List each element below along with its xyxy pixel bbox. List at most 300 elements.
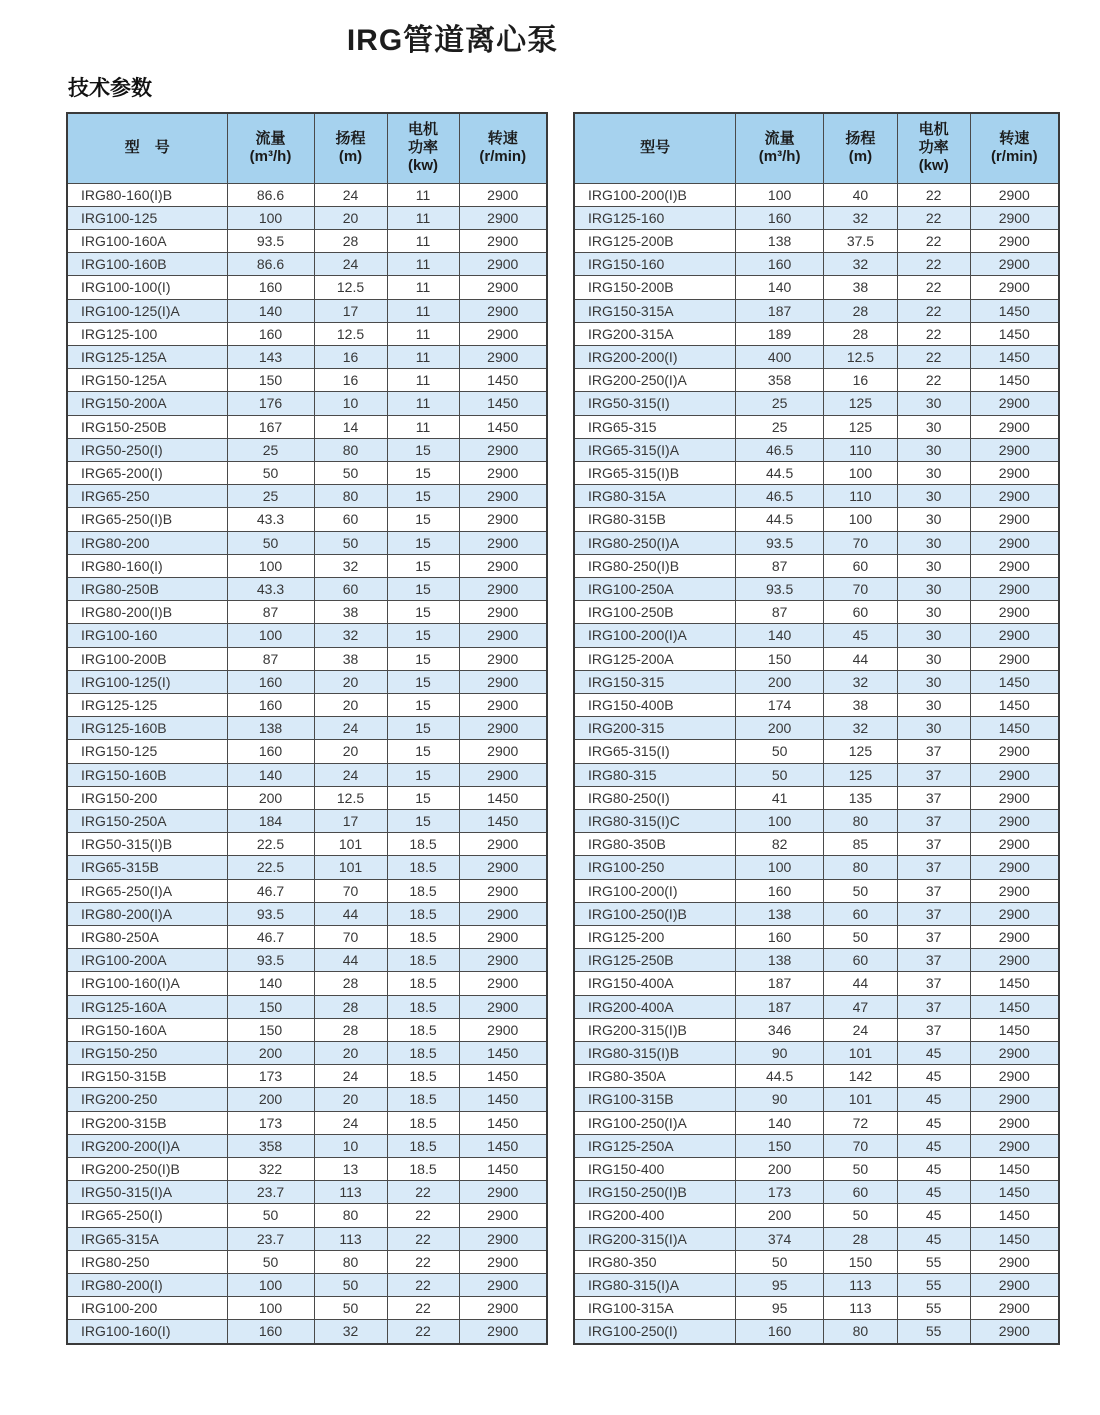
table-row xyxy=(67,1088,547,1111)
model-cell: IRG125-200 xyxy=(574,926,736,949)
flow-cell: 87 xyxy=(227,647,314,670)
head-cell: 50 xyxy=(824,926,898,949)
right-table-body xyxy=(574,183,1059,1344)
table-row xyxy=(67,276,547,299)
model-cell: IRG125-160A xyxy=(67,995,227,1018)
table-row xyxy=(67,717,547,740)
model-cell: IRG150-200A xyxy=(67,392,227,415)
speed-cell: 1450 xyxy=(459,392,547,415)
power-cell: 22 xyxy=(387,1274,459,1297)
model-cell: IRG65-250(I)B xyxy=(67,508,227,531)
flow-cell: 90 xyxy=(736,1042,824,1065)
speed-cell: 2900 xyxy=(970,206,1059,229)
table-row xyxy=(67,508,547,531)
model-cell: IRG80-250 xyxy=(67,1250,227,1273)
speed-cell: 2900 xyxy=(459,995,547,1018)
speed-cell: 2900 xyxy=(970,949,1059,972)
model-cell: IRG80-315(I)A xyxy=(574,1274,736,1297)
speed-cell: 2900 xyxy=(970,461,1059,484)
model-cell: IRG80-200(I)A xyxy=(67,902,227,925)
table-row xyxy=(67,693,547,716)
table-row xyxy=(574,554,1059,577)
power-cell: 15 xyxy=(387,601,459,624)
head-cell: 24 xyxy=(824,1018,898,1041)
head-cell: 17 xyxy=(314,299,387,322)
speed-cell: 2900 xyxy=(970,1297,1059,1320)
flow-cell: 140 xyxy=(227,972,314,995)
head-cell: 32 xyxy=(824,253,898,276)
flow-cell: 173 xyxy=(227,1065,314,1088)
flow-cell: 50 xyxy=(736,740,824,763)
speed-cell: 2900 xyxy=(970,763,1059,786)
table-row xyxy=(67,1227,547,1250)
head-cell: 10 xyxy=(314,1134,387,1157)
table-row xyxy=(574,1250,1059,1273)
speed-cell: 1450 xyxy=(970,670,1059,693)
speed-cell: 2900 xyxy=(459,902,547,925)
head-cell: 16 xyxy=(314,345,387,368)
power-cell: 15 xyxy=(387,485,459,508)
model-cell: IRG150-400 xyxy=(574,1158,736,1181)
flow-cell: 100 xyxy=(227,1297,314,1320)
power-cell: 37 xyxy=(897,809,970,832)
flow-cell: 400 xyxy=(736,345,824,368)
table-row xyxy=(574,1065,1059,1088)
speed-cell: 2900 xyxy=(970,183,1059,206)
head-cell: 70 xyxy=(824,531,898,554)
speed-cell: 2900 xyxy=(459,229,547,252)
table-row xyxy=(574,206,1059,229)
head-cell: 110 xyxy=(824,438,898,461)
column-header-speed: 转速 (r/min) xyxy=(970,113,1059,183)
head-cell: 32 xyxy=(314,554,387,577)
table-row xyxy=(574,229,1059,252)
power-cell: 11 xyxy=(387,299,459,322)
head-cell: 70 xyxy=(824,577,898,600)
head-cell: 60 xyxy=(824,601,898,624)
model-cell: IRG100-160(I)A xyxy=(67,972,227,995)
speed-cell: 2900 xyxy=(459,949,547,972)
power-cell: 37 xyxy=(897,763,970,786)
flow-cell: 87 xyxy=(227,601,314,624)
speed-cell: 1450 xyxy=(970,1158,1059,1181)
flow-cell: 187 xyxy=(736,972,824,995)
table-row xyxy=(574,345,1059,368)
speed-cell: 2900 xyxy=(459,554,547,577)
column-header-head: 扬程 (m) xyxy=(314,113,387,183)
table-row xyxy=(574,926,1059,949)
speed-cell: 2900 xyxy=(459,345,547,368)
flow-cell: 173 xyxy=(736,1181,824,1204)
model-cell: IRG80-250(I) xyxy=(574,786,736,809)
power-cell: 22 xyxy=(897,253,970,276)
model-cell: IRG150-250B xyxy=(67,415,227,438)
head-cell: 28 xyxy=(314,229,387,252)
speed-cell: 2900 xyxy=(970,415,1059,438)
speed-cell: 2900 xyxy=(459,1297,547,1320)
speed-cell: 1450 xyxy=(970,1181,1059,1204)
table-row xyxy=(574,508,1059,531)
model-cell: IRG65-250 xyxy=(67,485,227,508)
model-cell: IRG65-250(I)A xyxy=(67,879,227,902)
head-cell: 50 xyxy=(824,1158,898,1181)
table-row xyxy=(67,1181,547,1204)
section-title: 技术参数 xyxy=(68,77,152,100)
speed-cell: 1450 xyxy=(459,786,547,809)
flow-cell: 187 xyxy=(736,995,824,1018)
model-cell: IRG200-200(I) xyxy=(574,345,736,368)
table-row xyxy=(574,902,1059,925)
head-cell: 47 xyxy=(824,995,898,1018)
table-row xyxy=(574,531,1059,554)
speed-cell: 2900 xyxy=(970,392,1059,415)
power-cell: 30 xyxy=(897,647,970,670)
table-row xyxy=(67,902,547,925)
power-cell: 22 xyxy=(387,1297,459,1320)
model-cell: IRG100-200A xyxy=(67,949,227,972)
model-cell: IRG150-160A xyxy=(67,1018,227,1041)
table-row xyxy=(67,554,547,577)
power-cell: 22 xyxy=(897,345,970,368)
speed-cell: 1450 xyxy=(970,972,1059,995)
power-cell: 45 xyxy=(897,1065,970,1088)
model-cell: IRG150-250 xyxy=(67,1042,227,1065)
power-cell: 30 xyxy=(897,601,970,624)
table-row xyxy=(574,369,1059,392)
table-row xyxy=(67,926,547,949)
flow-cell: 187 xyxy=(736,299,824,322)
head-cell: 44 xyxy=(314,949,387,972)
head-cell: 28 xyxy=(824,1227,898,1250)
flow-cell: 50 xyxy=(736,1250,824,1273)
flow-cell: 200 xyxy=(227,786,314,809)
speed-cell: 2900 xyxy=(459,299,547,322)
table-row xyxy=(574,786,1059,809)
model-cell: IRG80-250B xyxy=(67,577,227,600)
power-cell: 30 xyxy=(897,670,970,693)
table-row xyxy=(67,972,547,995)
flow-cell: 41 xyxy=(736,786,824,809)
table-row xyxy=(67,369,547,392)
flow-cell: 93.5 xyxy=(227,949,314,972)
head-cell: 100 xyxy=(824,508,898,531)
power-cell: 22 xyxy=(387,1227,459,1250)
speed-cell: 1450 xyxy=(459,809,547,832)
table-row xyxy=(574,624,1059,647)
model-cell: IRG125-160B xyxy=(67,717,227,740)
table-row xyxy=(574,856,1059,879)
power-cell: 30 xyxy=(897,717,970,740)
head-cell: 113 xyxy=(824,1297,898,1320)
model-cell: IRG80-315 xyxy=(574,763,736,786)
flow-cell: 200 xyxy=(736,1158,824,1181)
head-cell: 38 xyxy=(824,276,898,299)
model-cell: IRG125-200B xyxy=(574,229,736,252)
model-cell: IRG200-315(I)B xyxy=(574,1018,736,1041)
table-row xyxy=(574,809,1059,832)
speed-cell: 1450 xyxy=(970,717,1059,740)
head-cell: 37.5 xyxy=(824,229,898,252)
speed-cell: 1450 xyxy=(970,369,1059,392)
power-cell: 18.5 xyxy=(387,1042,459,1065)
head-cell: 10 xyxy=(314,392,387,415)
head-cell: 20 xyxy=(314,670,387,693)
power-cell: 11 xyxy=(387,206,459,229)
head-cell: 24 xyxy=(314,1065,387,1088)
table-row xyxy=(67,1134,547,1157)
flow-cell: 86.6 xyxy=(227,183,314,206)
flow-cell: 143 xyxy=(227,345,314,368)
flow-cell: 25 xyxy=(736,392,824,415)
flow-cell: 322 xyxy=(227,1158,314,1181)
power-cell: 30 xyxy=(897,392,970,415)
speed-cell: 2900 xyxy=(970,1111,1059,1134)
flow-cell: 100 xyxy=(227,206,314,229)
head-cell: 113 xyxy=(314,1227,387,1250)
flow-cell: 50 xyxy=(227,461,314,484)
table-row xyxy=(574,995,1059,1018)
speed-cell: 2900 xyxy=(459,833,547,856)
model-cell: IRG80-350A xyxy=(574,1065,736,1088)
power-cell: 55 xyxy=(897,1297,970,1320)
model-cell: IRG100-125(I)A xyxy=(67,299,227,322)
flow-cell: 100 xyxy=(736,809,824,832)
table-row xyxy=(67,415,547,438)
head-cell: 80 xyxy=(824,809,898,832)
power-cell: 45 xyxy=(897,1042,970,1065)
speed-cell: 1450 xyxy=(970,299,1059,322)
flow-cell: 25 xyxy=(736,415,824,438)
power-cell: 11 xyxy=(387,183,459,206)
power-cell: 11 xyxy=(387,253,459,276)
column-header-power: 电机 功率 (kw) xyxy=(387,113,459,183)
model-cell: IRG100-250(I) xyxy=(574,1320,736,1344)
model-cell: IRG100-125(I) xyxy=(67,670,227,693)
model-cell: IRG200-315B xyxy=(67,1111,227,1134)
flow-cell: 93.5 xyxy=(227,229,314,252)
model-cell: IRG100-200(I)B xyxy=(574,183,736,206)
head-cell: 125 xyxy=(824,392,898,415)
power-cell: 15 xyxy=(387,740,459,763)
flow-cell: 160 xyxy=(736,206,824,229)
flow-cell: 160 xyxy=(736,1320,824,1344)
head-cell: 60 xyxy=(314,577,387,600)
speed-cell: 2900 xyxy=(970,1250,1059,1273)
model-cell: IRG125-200A xyxy=(574,647,736,670)
speed-cell: 1450 xyxy=(459,369,547,392)
head-cell: 20 xyxy=(314,740,387,763)
table-row xyxy=(67,1320,547,1344)
table-row xyxy=(67,786,547,809)
table-row xyxy=(67,345,547,368)
power-cell: 37 xyxy=(897,740,970,763)
power-cell: 11 xyxy=(387,276,459,299)
power-cell: 18.5 xyxy=(387,1065,459,1088)
power-cell: 30 xyxy=(897,461,970,484)
flow-cell: 25 xyxy=(227,438,314,461)
head-cell: 20 xyxy=(314,1088,387,1111)
power-cell: 15 xyxy=(387,508,459,531)
table-row xyxy=(67,183,547,206)
head-cell: 28 xyxy=(314,972,387,995)
power-cell: 30 xyxy=(897,531,970,554)
speed-cell: 1450 xyxy=(459,1088,547,1111)
speed-cell: 2900 xyxy=(459,1227,547,1250)
power-cell: 37 xyxy=(897,926,970,949)
speed-cell: 1450 xyxy=(970,1018,1059,1041)
power-cell: 15 xyxy=(387,438,459,461)
flow-cell: 87 xyxy=(736,554,824,577)
speed-cell: 2900 xyxy=(970,786,1059,809)
speed-cell: 2900 xyxy=(970,577,1059,600)
head-cell: 20 xyxy=(314,206,387,229)
flow-cell: 100 xyxy=(227,624,314,647)
table-row xyxy=(67,1158,547,1181)
flow-cell: 176 xyxy=(227,392,314,415)
flow-cell: 167 xyxy=(227,415,314,438)
head-cell: 50 xyxy=(314,1297,387,1320)
table-row xyxy=(574,740,1059,763)
flow-cell: 46.5 xyxy=(736,438,824,461)
speed-cell: 2900 xyxy=(970,1320,1059,1344)
power-cell: 15 xyxy=(387,531,459,554)
power-cell: 11 xyxy=(387,322,459,345)
model-cell: IRG125-125A xyxy=(67,345,227,368)
speed-cell: 2900 xyxy=(459,1320,547,1344)
table-row xyxy=(67,1204,547,1227)
power-cell: 22 xyxy=(897,322,970,345)
flow-cell: 95 xyxy=(736,1274,824,1297)
speed-cell: 2900 xyxy=(459,740,547,763)
column-header-model: 型 号 xyxy=(67,113,227,183)
table-row xyxy=(574,577,1059,600)
power-cell: 15 xyxy=(387,693,459,716)
speed-cell: 2900 xyxy=(459,856,547,879)
power-cell: 30 xyxy=(897,438,970,461)
power-cell: 37 xyxy=(897,972,970,995)
head-cell: 80 xyxy=(314,1250,387,1273)
table-row xyxy=(574,972,1059,995)
model-cell: IRG100-100(I) xyxy=(67,276,227,299)
flow-cell: 150 xyxy=(227,1018,314,1041)
flow-cell: 25 xyxy=(227,485,314,508)
head-cell: 50 xyxy=(314,531,387,554)
flow-cell: 160 xyxy=(736,879,824,902)
power-cell: 45 xyxy=(897,1088,970,1111)
model-cell: IRG80-200(I)B xyxy=(67,601,227,624)
model-cell: IRG80-250(I)B xyxy=(574,554,736,577)
flow-cell: 160 xyxy=(736,253,824,276)
speed-cell: 2900 xyxy=(970,647,1059,670)
speed-cell: 2900 xyxy=(970,508,1059,531)
table-row xyxy=(67,601,547,624)
power-cell: 18.5 xyxy=(387,926,459,949)
head-cell: 125 xyxy=(824,415,898,438)
power-cell: 30 xyxy=(897,624,970,647)
head-cell: 125 xyxy=(824,740,898,763)
table-row xyxy=(67,531,547,554)
model-cell: IRG150-315A xyxy=(574,299,736,322)
flow-cell: 82 xyxy=(736,833,824,856)
power-cell: 18.5 xyxy=(387,879,459,902)
table-row xyxy=(67,299,547,322)
table-row xyxy=(574,949,1059,972)
model-cell: IRG80-350 xyxy=(574,1250,736,1273)
table-row xyxy=(574,647,1059,670)
model-cell: IRG100-160(I) xyxy=(67,1320,227,1344)
model-cell: IRG80-200(I) xyxy=(67,1274,227,1297)
table-row xyxy=(67,1018,547,1041)
model-cell: IRG200-315(I)A xyxy=(574,1227,736,1250)
power-cell: 22 xyxy=(387,1250,459,1273)
table-row xyxy=(574,322,1059,345)
flow-cell: 346 xyxy=(736,1018,824,1041)
speed-cell: 2900 xyxy=(459,322,547,345)
speed-cell: 2900 xyxy=(459,647,547,670)
speed-cell: 2900 xyxy=(970,554,1059,577)
model-cell: IRG80-315(I)B xyxy=(574,1042,736,1065)
power-cell: 15 xyxy=(387,624,459,647)
power-cell: 18.5 xyxy=(387,949,459,972)
table-row xyxy=(574,1018,1059,1041)
table-row xyxy=(574,1042,1059,1065)
table-row xyxy=(574,1204,1059,1227)
power-cell: 22 xyxy=(897,299,970,322)
flow-cell: 50 xyxy=(227,531,314,554)
table-row xyxy=(67,1042,547,1065)
head-cell: 32 xyxy=(824,717,898,740)
head-cell: 28 xyxy=(314,995,387,1018)
flow-cell: 150 xyxy=(227,995,314,1018)
speed-cell: 2900 xyxy=(970,740,1059,763)
power-cell: 22 xyxy=(897,206,970,229)
flow-cell: 374 xyxy=(736,1227,824,1250)
tables-container xyxy=(66,112,1100,1345)
head-cell: 16 xyxy=(824,369,898,392)
model-cell: IRG150-160 xyxy=(574,253,736,276)
head-cell: 12.5 xyxy=(314,276,387,299)
flow-cell: 138 xyxy=(736,902,824,925)
power-cell: 18.5 xyxy=(387,1158,459,1181)
power-cell: 30 xyxy=(897,415,970,438)
table-row xyxy=(574,1181,1059,1204)
speed-cell: 1450 xyxy=(459,1111,547,1134)
head-cell: 20 xyxy=(314,1042,387,1065)
power-cell: 30 xyxy=(897,508,970,531)
power-cell: 37 xyxy=(897,879,970,902)
head-cell: 38 xyxy=(824,693,898,716)
power-cell: 45 xyxy=(897,1227,970,1250)
power-cell: 37 xyxy=(897,949,970,972)
model-cell: IRG150-400A xyxy=(574,972,736,995)
model-cell: IRG80-160(I) xyxy=(67,554,227,577)
left-table-header xyxy=(67,113,547,183)
head-cell: 110 xyxy=(824,485,898,508)
flow-cell: 22.5 xyxy=(227,833,314,856)
model-cell: IRG100-315A xyxy=(574,1297,736,1320)
column-header-flow: 流量 (m³/h) xyxy=(736,113,824,183)
model-cell: IRG65-315(I)B xyxy=(574,461,736,484)
power-cell: 30 xyxy=(897,554,970,577)
table-row xyxy=(574,438,1059,461)
power-cell: 45 xyxy=(897,1181,970,1204)
head-cell: 125 xyxy=(824,763,898,786)
table-row xyxy=(574,415,1059,438)
head-cell: 80 xyxy=(314,1204,387,1227)
head-cell: 44 xyxy=(824,647,898,670)
flow-cell: 22.5 xyxy=(227,856,314,879)
table-row xyxy=(67,1274,547,1297)
